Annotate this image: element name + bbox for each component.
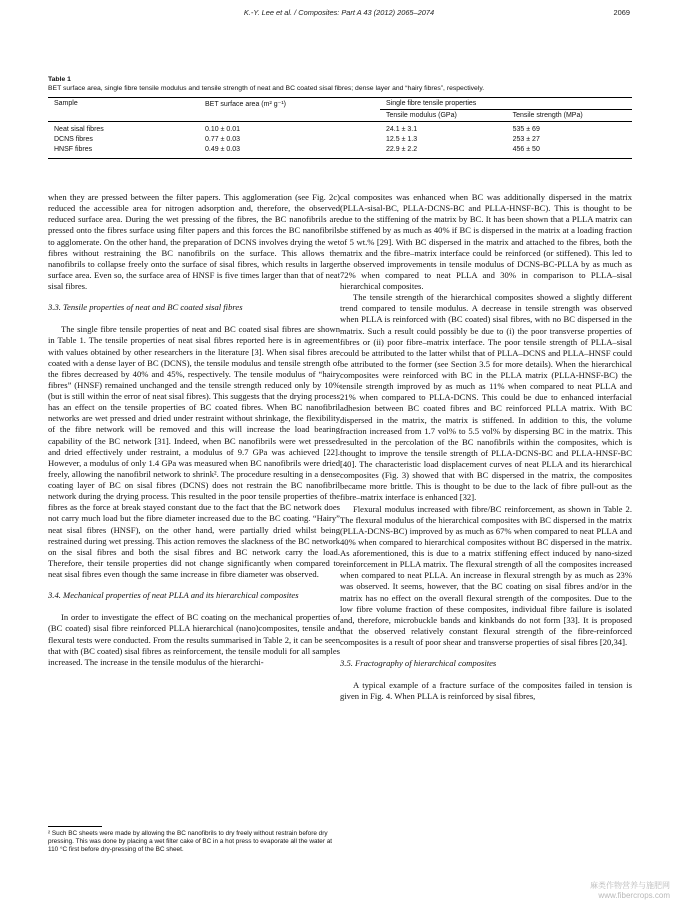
table-cell: 0.49 ± 0.03 xyxy=(199,144,380,158)
watermark-line: 麻类作物营养与施肥网 xyxy=(590,881,670,890)
col-header-strength: Tensile strength (MPa) xyxy=(507,110,632,122)
col-header-bet: BET surface area (m² g⁻¹) xyxy=(199,98,380,122)
table-row xyxy=(48,144,632,158)
table-cell: 456 ± 50 xyxy=(507,144,632,158)
data-table xyxy=(48,97,632,159)
table-row xyxy=(48,122,632,135)
table-cell: HNSF fibres xyxy=(48,144,199,158)
table-cell: Neat sisal fibres xyxy=(54,126,104,133)
table-cell: 0.77 ± 0.03 xyxy=(205,136,240,144)
table-cell: 24.1 ± 3.1 xyxy=(386,126,418,133)
footnote-rule xyxy=(48,826,102,827)
table-cell: DCNS fibres xyxy=(54,136,93,144)
section-heading-3-4: 3.4. Mechanical properties of neat PLLA and its hierarchical composites xyxy=(48,590,299,601)
page-number: 2069 xyxy=(613,8,630,17)
table-cell: 253 ± 27 xyxy=(512,136,540,144)
col-header-modulus: Tensile modulus (GPa) xyxy=(380,110,507,122)
col-header-sample: Sample xyxy=(48,98,199,122)
paragraph: The tensile strength of the hierarchical composites showed a slightly different trend compared to tensile modulus. A decrease in tensile strength was observed when PLLA is reinforced with (BC coated) sisal fibres, with no BC dispersed in the matrix. Such a result could possibly be due to (i) the poor transverse properties of fibres or (ii) poor fibre–matrix interface. The poor tensile strength of PLLA–sisal could be attributed to the latter whilst that of PLLA–DCNS and PLLA–HNSF could be attributed to the former (see Section 3.5 for more details). When the hierarchical composites were reinforced with BC in the PLLA matrix (PLLA-HNSF-BC) the tensile strength improved by as much as 11% when compared to neat PLLA and 21% when compared to PLLA-DCNS. This could be due to enhanced interfacial adhesion between BC coated fibres and BC reinforced PLLA matrix. With BC dispersed in the matrix, the matrix is stiffened. In addition to this, the volume fraction increased from 1.7 vol% to 5.5 vol% by dispersing BC in the matrix. This resulted in the percolation of the BC nanofibrils within the composites, which is thought to improve the tensile strength of PLLA-DCNS-BC and PLLA-HNSF-BC [40]. The characteristic load displacement curves of neat PLLA and its hierarchical composites (Fig. 3) showed that with BC dispersed in the matrix, the composites became more brittle. This is thought to be due to the lack of fibre pull-out as the fibre–matrix interface is enhanced [32]. xyxy=(340,292,632,503)
table-label: Table 1 xyxy=(48,76,71,83)
section-heading-3-5: 3.5. Fractography of hierarchical composites xyxy=(340,658,497,669)
table-cell: 22.9 ± 2.2 xyxy=(380,144,507,158)
site-watermark xyxy=(590,881,670,901)
table-1 xyxy=(48,76,632,159)
paragraph: A typical example of a fracture surface of the composites failed in tension is given in Fig. 4. When PLLA is reinforced by sisal fibres, xyxy=(340,680,632,702)
table-caption: BET surface area, single fibre tensile modulus and tensile strength of neat and BC coated sisal fibres; dense layer and “hairy fibres”, respectively. xyxy=(48,85,485,92)
footnote: ² Such BC sheets were made by allowing the BC nanofibrils to dry freely without restrain before dry pressing. This was done by placing a wet filter cake of BC in a hot press to evaporate all the water at 110 °C first before dry-pressing of the BC sheet. xyxy=(48,830,333,854)
table-cell: 0.10 ± 0.01 xyxy=(205,126,240,133)
table-row xyxy=(48,134,632,144)
paragraph: The single fibre tensile properties of neat and BC coated sisal fibres are shown in Table 1. The tensile properties of neat sisal fibres reported here is in agreement with values obtained by other researchers in the literature [3]. When sisal fibres are coated with a dense layer of BC (DCNS), the tensile modulus and tensile strength of the fibres decreased by 40% and 45%, respectively. The tensile modulus of “hairy fibres” (HNSF) remained unchanged and the tensile strength reduced only by 10% (but is still within the error of neat sisal fibres). This suggests that the drying process has an effect on the tensile properties of BC coated fibres. When BC nanofibril networks are wet pressed and dried under restraint without shrinkage, the flexibility of the fibre network will be removed and this will increase the load bearing capability of the BC network [31]. Indeed, when BC nanofibrils were wet pressed and dried effectively under restraint, a modulus of 9.7 GPa was achieved [22]. However, a modulus of only 1.4 GPa was measured when BC nanofibrils were dried freely, allowing the nanofibril network to shrink². The procedure resulting in a dense coating layer of BC on sisal fibres (DCNS) does not restrain the BC nanofibril network during the drying process. This resulted in the poor tensile properties of the fibres as the force at break stayed constant due to the fact that the BC network does not carry much load but the fibre diameter increased due to the BC coating. “Hairy” neat sisal fibres (HNSF), on the other hand, were partially dried whilst being restrained during wet pressing. This action removes the slackness of the BC network on the sisal fibres and both the sisal fibres and BC network carry the load. Therefore, their tensile properties did not change significantly when compared to neat sisal fibres even though the same increase in fibre diameter was observed. xyxy=(48,324,340,579)
paragraph: In order to investigate the effect of BC coating on the mechanical properties of (BC coated) sisal fibre reinforced PLLA hierarchical (nano)composites, tensile and flexural tests were conducted. From the results summarised in Table 2, it can be seen that with (BC coated) sisal fibres as reinforcement, the tensile moduli for all samples increased. The increase in the tensile modulus of the hierarchi- xyxy=(48,612,340,667)
running-header xyxy=(48,8,630,22)
paragraph: Flexural modulus increased with fibre/BC reinforcement, as shown in Table 2. The flexural modulus of the hierarchical composites with BC dispersed in the matrix (PLLA-DCNS-BC) improved by as much as 67% when compared to neat PLLA and 40% when compared to hierarchical composites without BC dispersed in the matrix. As aforementioned, this is due to a matrix stiffening effect induced by nano-sized reinforcement in PLLA matrix. The flexural strength of all the composites increased when compared to neat PLLA. An increase in flexural strength by as much as 23% was observed. It seems, however, that the BC coating on sisal fibres and/or in the matrix has no effect on the overall flexural strength of the composites. Due to the low fibre volume fraction of these composites, individual fibre failure is isolated and, therefore, microbuckle bands and kinkbands do not form [33]. It is proposed that the observed relatively constant flexural strength of the fibre-reinforced composites is a result of poor shear and transverse properties of sisal fibres [20,34]. xyxy=(340,503,632,647)
paragraph: cal composites was enhanced when BC was additionally dispersed in the matrix (PLLA-sisal-BC, PLLA-DCNS-BC and PLLA-HNSF-BC). This is thought to be due to the stiffening of the matrix by BC. It has been shown that a PLLA matrix can be stiffened by as much as 40% if BC is dispersed in the matrix at a loading fraction of 5 wt.% [29]. With BC dispersed in the matrix and attached to the fibres, both the matrix and the fibre–matrix interface could be reinforced (or stiffened). This led to the observed improvements in tensile modulus of DCNS-BC-PLLA by as much as 72% when compared to neat PLLA and 30% in comparison to PLLA–sisal hierarchical composites. xyxy=(340,192,632,291)
paragraph: when they are pressed between the filter papers. This agglomeration (see Fig. 2c) reduced the accessible area for nitrogen adsorption and, therefore, the observed reduced surface area. During the wet pressing of the fibres, the BC nanofibrils are pressed onto the fibres surface using filter papers and this forces the BC nanofibrils to agglomerate. On the other hand, the preparation of DCNS involves drying the wet fibres without restraining the BC nanofibrils on the surface. This allows the nanofibrils to collapse freely onto the surface of sisal fibres, which results in larger surface area. Even so, the surface area of HNSF is five times larger than that of neat sisal fibres. xyxy=(48,192,340,291)
watermark-line: www.fibercrops.com xyxy=(598,891,670,900)
section-heading-3-3: 3.3. Tensile properties of neat and BC coated sisal fibres xyxy=(48,302,243,313)
running-title: K.-Y. Lee et al. / Composites: Part A 43 (2012) 2065–2074 xyxy=(243,8,435,17)
left-column xyxy=(48,192,340,668)
right-column xyxy=(340,192,632,703)
table-cell: 12.5 ± 1.3 xyxy=(386,136,418,144)
table-cell: 535 ± 69 xyxy=(512,126,540,133)
col-header-group: Single fibre tensile properties xyxy=(380,98,632,110)
